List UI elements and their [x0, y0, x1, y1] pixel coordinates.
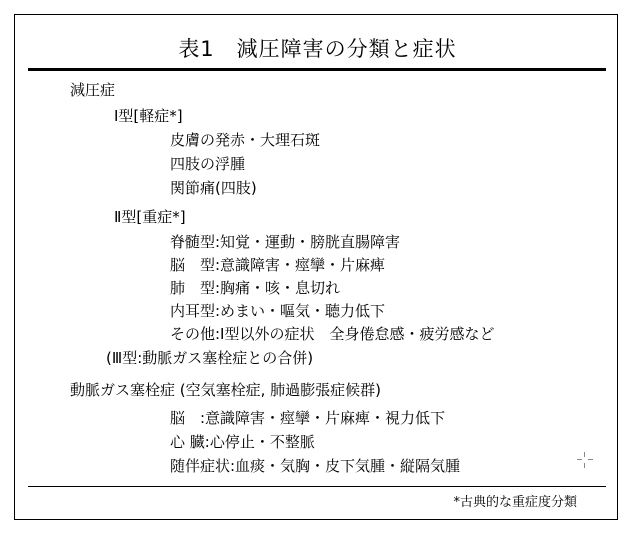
type2-item: 肺 型:胸痛・咳・息切れ	[170, 279, 341, 297]
page-title: 表1 減圧障害の分類と症状	[178, 37, 457, 61]
type2-item: その他:Ⅰ型以外の症状 全身倦怠感・疲労感など	[170, 325, 495, 343]
type1-item: 皮膚の発赤・大理石斑	[170, 131, 321, 149]
type1-item: 四肢の浮腫	[170, 155, 246, 173]
type2-item: 脳 型:意識障害・痙攣・片麻痺	[170, 256, 386, 274]
title-underline	[28, 68, 606, 71]
crosshair-cursor-icon	[577, 452, 593, 468]
footnote: *古典的な重症度分類	[453, 495, 577, 510]
type1-label: Ⅰ型[軽症*]	[114, 107, 183, 125]
type3-note: (Ⅲ型:動脈ガス塞栓症との合併)	[106, 349, 314, 367]
age-item: 脳 :意識障害・痙攣・片麻痺・視力低下	[170, 409, 446, 427]
type2-label: Ⅱ型[重症*]	[114, 208, 186, 226]
type2-item: 脊髄型:知覚・運動・膀胱直腸障害	[170, 233, 401, 251]
section-heading-age: 動脈ガス塞栓症 (空気塞栓症, 肺過膨張症候群)	[70, 381, 382, 399]
age-item: 随伴症状:血痰・気胸・皮下気腫・縦隔気腫	[170, 457, 461, 475]
footer-rule	[28, 486, 606, 487]
type2-item: 内耳型:めまい・嘔気・聴力低下	[170, 302, 386, 320]
type1-item: 関節痛(四肢)	[170, 179, 257, 197]
section-heading-dcs: 減圧症	[70, 81, 116, 99]
age-item: 心 臓:心停止・不整脈	[170, 433, 315, 451]
